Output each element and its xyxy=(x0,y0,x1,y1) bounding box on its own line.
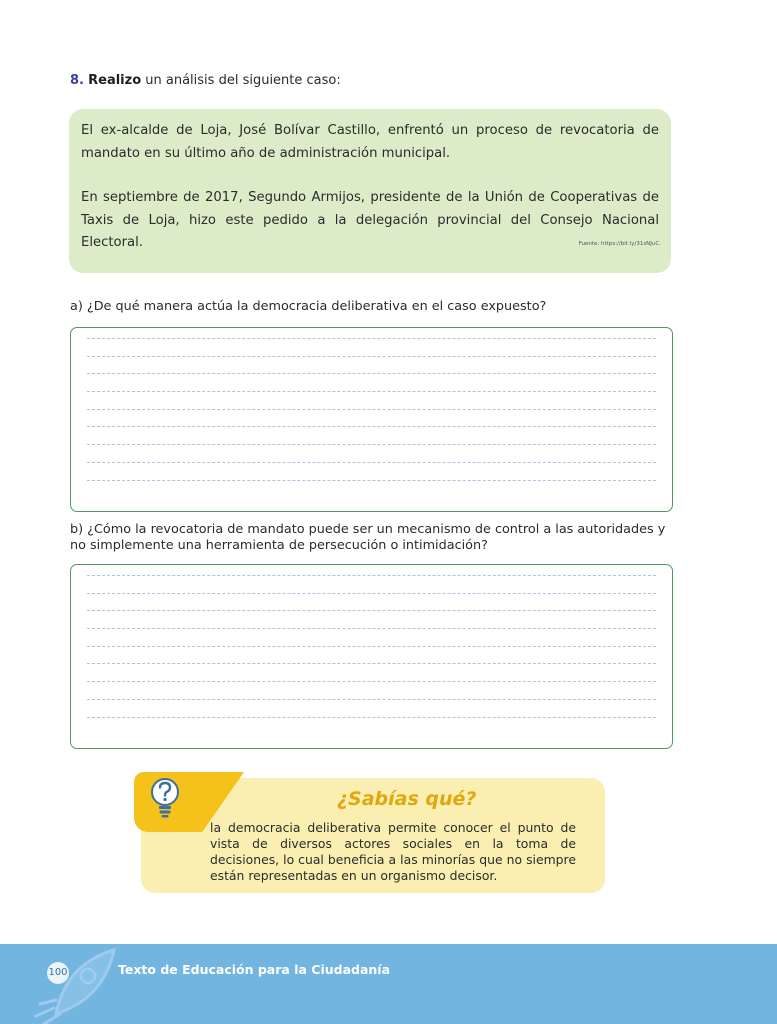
answer-line xyxy=(87,444,656,445)
answer-line xyxy=(87,681,656,682)
activity-verb: Realizo xyxy=(88,73,142,88)
answer-line xyxy=(87,426,656,427)
answer-line xyxy=(87,628,656,629)
answer-line xyxy=(87,575,656,576)
footer-band xyxy=(0,944,777,1024)
case-paragraph-1: El ex-alcalde de Loja, José Bolívar Castillo, enfrentó un proceso de revocatoria de mandato en su último año de administración municipal. xyxy=(81,123,659,161)
answer-line xyxy=(87,409,656,410)
tip-title: ¿Sabías qué? xyxy=(337,788,477,810)
answer-line xyxy=(87,391,656,392)
answer-line xyxy=(87,663,656,664)
answer-line xyxy=(87,699,656,700)
answer-box-a[interactable] xyxy=(70,327,673,512)
answer-box-b[interactable] xyxy=(70,564,673,749)
answer-line xyxy=(87,480,656,481)
page-number: 100 xyxy=(47,962,69,984)
activity-heading xyxy=(70,72,341,90)
answer-line xyxy=(87,717,656,718)
footer-book-title: Texto de Educación para la Ciudadanía xyxy=(118,962,391,977)
question-a: a) ¿De qué manera actúa la democracia deliberativa en el caso expuesto? xyxy=(70,299,547,314)
answer-line xyxy=(87,593,656,594)
answer-line xyxy=(87,373,656,374)
rocket-icon xyxy=(26,944,136,1024)
answer-line xyxy=(87,610,656,611)
answer-line xyxy=(87,338,656,339)
case-source: Fuente: https://bit.ly/31sNJuC. xyxy=(578,241,661,247)
question-b: b) ¿Cómo la revocatoria de mandato puede ser un mecanismo de control a las autoridades y no simplemente una herramienta de persecución o intimidación? xyxy=(70,522,666,553)
lightbulb-question-icon xyxy=(147,777,183,819)
answer-line xyxy=(87,646,656,647)
answer-line xyxy=(87,356,656,357)
activity-instruction: un análisis del siguiente caso: xyxy=(141,73,341,88)
tip-body: la democracia deliberativa permite conocer el punto de vista de diversos actores sociales en la toma de decisiones, lo cual beneficia a las minorías que no siempre están representadas en un organismo decisor. xyxy=(210,820,576,883)
activity-number: 8. xyxy=(70,73,84,88)
case-box xyxy=(69,109,671,273)
case-paragraph-2: En septiembre de 2017, Segundo Armijos, presidente de la Unión de Cooperativas de Taxis de Loja, hizo este pedido a la delegación provincial del Consejo Nacional Electoral. xyxy=(81,190,659,250)
answer-line xyxy=(87,462,656,463)
